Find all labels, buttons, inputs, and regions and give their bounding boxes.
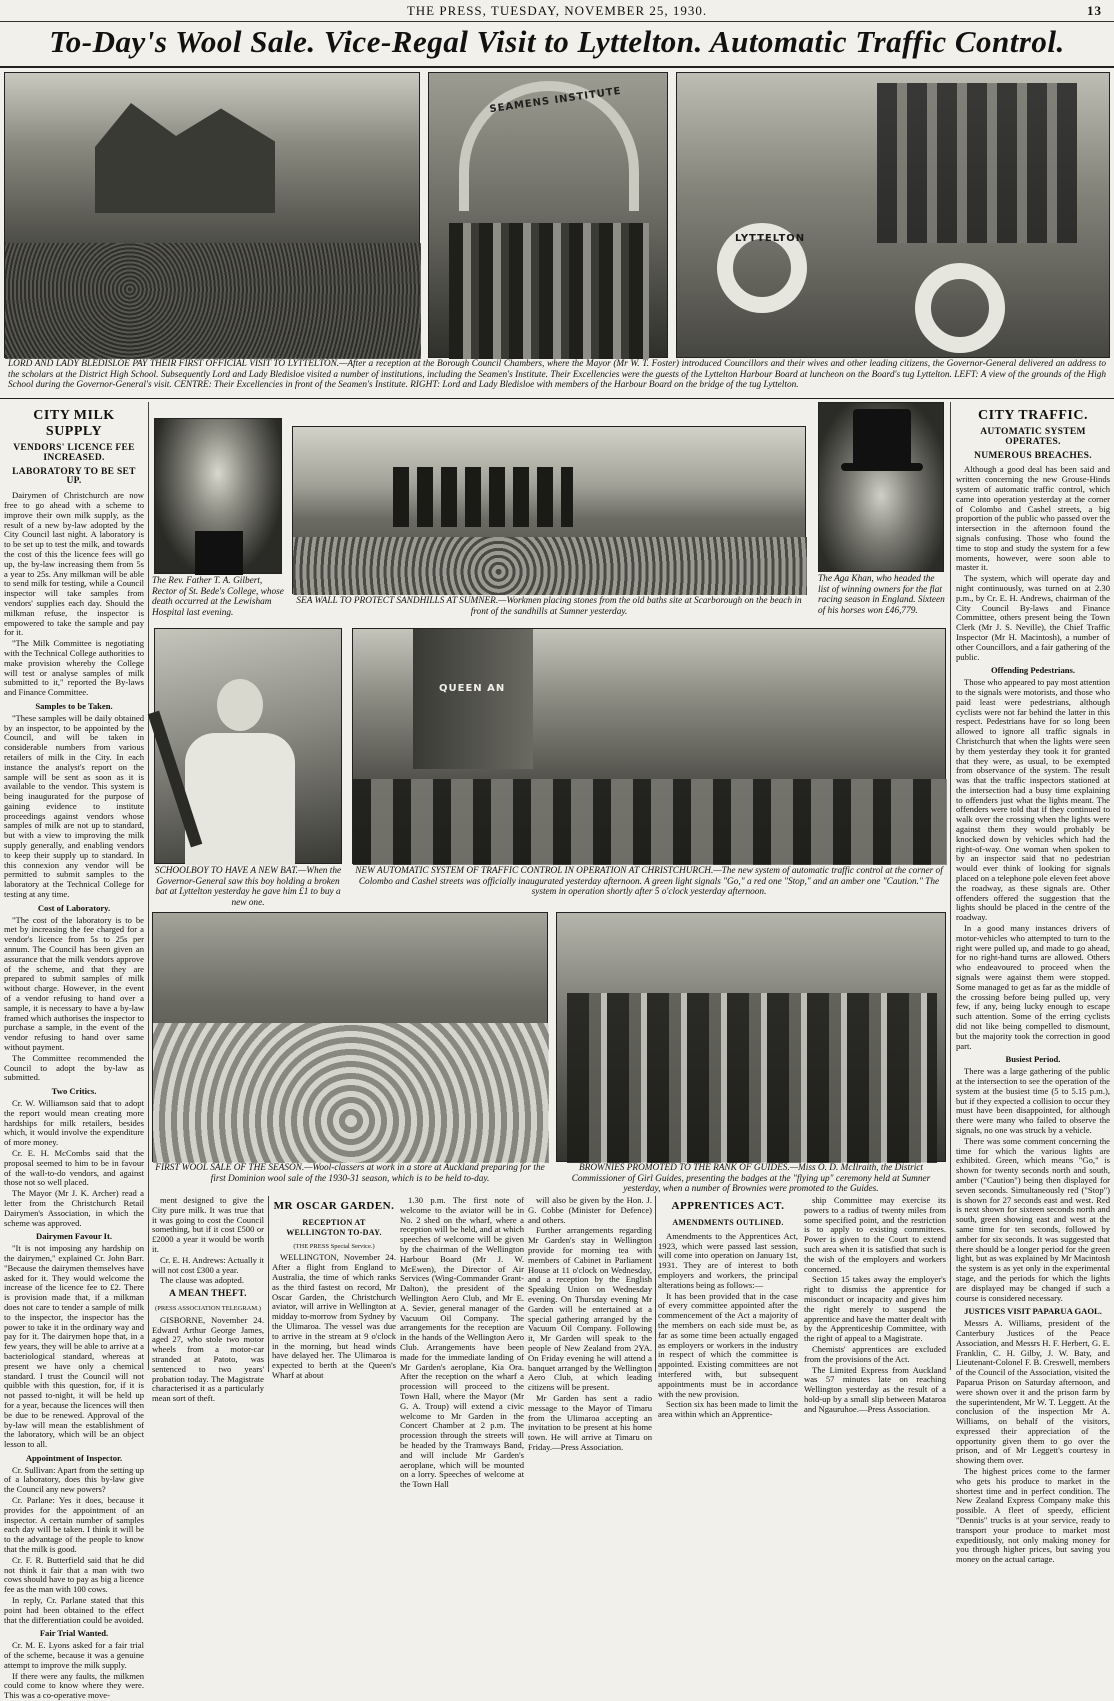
paragraph: Cr. Parlane: Yes it does, because it provides for the appointment of an inspector. A certain number of samples each day will be taken. I think it will be to the advantage of the people to know that the milk is good. — [4, 1495, 144, 1555]
caption-wool: FIRST WOOL SALE OF THE SEASON.—Wool-classers at work in a store at Auckland preparing for the first Dominion wool sale of the 1930-31 season, which is to be held to-day. — [155, 1163, 545, 1184]
hat-brim — [841, 463, 923, 471]
paragraph: Cr. E. H. Andrews: Actually it will not cost £300 a year. — [152, 1254, 264, 1275]
article-subhead: LABORATORY TO BE SET UP. — [12, 466, 136, 487]
caption-brownies: BROWNIES PROMOTED TO THE RANK OF GUIDES.—Miss O. D. McIlraith, the District Commissioner of Girl Guides, presenting the badges at the "flying up" ceremony held at Sumner yesterday, when a number of Brownies were promoted to the Guides. — [571, 1163, 931, 1195]
paragraph: ment designed to give the City pure milk. It was true that it was going to cost the Council something, but if it cost £500 or £2000 a year it would be worth it. — [152, 1195, 264, 1254]
photo-high-school-grounds — [4, 72, 420, 358]
paragraph: In a good many instances drivers of motor-vehicles who attempted to turn to the right were pulled up, and made to go ahead, for no right-hand turns are allowed. Others who endeavoured to proceed when the signals were against them were stopped. Some managed to get as far as the middle of the crossing before being pulled up, very few, if any, being lucky enough to escape such attention. Some of the erring cyclists did not like being compelled to dismount, but the majority took the correction in good part. — [956, 923, 1110, 1051]
paragraph: Messrs A. Williams, president of the Canterbury Justices of the Peace Association, and Messrs H. F. Herbert, G. E. Franklin, C. H. Gilby, J. W. Baty, and Lieutenant-Colonel F. B. Creswell, members of the Council of the Association, visited the Paparua Prison on Saturday afternoon, and were shown over it and the prison farm by the superintendent, Mr W. T. Leggett. At the conclusion of the inspection Mr A. Williams, on behalf of the visitors, expressed their appreciation of the opportunity given them to go over the prison, and of Mr Leggett's courtesy in showing them over. — [956, 1318, 1110, 1466]
traffic-vehicles — [353, 779, 947, 865]
article-subhead: AUTOMATIC SYSTEM OPERATES. — [980, 427, 1086, 447]
page-number: 13 — [1087, 3, 1102, 18]
paragraph: Cr. W. Williamson said that to adopt the report would mean creating more hardships for milk retailers, besides which, it would involve the expenditure of more money. — [4, 1098, 144, 1148]
paragraph: Section six has been made to limit the area within which an Apprentice- — [658, 1399, 798, 1420]
paragraph: There was some comment concerning the time for which the various lights are exhibited. Green, which means "Go," is shown for twenty seconds north and south, amber ("Caution") being then displayed for seven seconds. Simultaneously red ("Stop") is shown for 27 seconds east and west. Red is next shown for sixteen seconds north and south, green showing east and west at the same time for ten seconds, followed by amber for six seconds. It was suggested that there should be a longer period for the green light, but as was explained by Mr Macintosh the system is as yet only in the experimental stage, and the periods for which the lights are displayed may be changed if such a course is considered necessary. — [956, 1135, 1110, 1303]
milk-supply-continued — [152, 1195, 264, 1404]
paragraph: The clause was adopted. — [160, 1275, 244, 1286]
photo-tug-lyttelton — [676, 72, 1110, 358]
article-title: APPRENTICES ACT. — [671, 1200, 785, 1212]
wool-fleeces — [153, 1023, 549, 1163]
paragraph: "The cost of the laboratory is to be met by increasing the fee charged for a vendor's licence from 5s to 25s per annum. The Council has been given an assurance that the milk vendors approve of the scheme, and that they are prepared to submit samples of milk without charge. However, in the event of a vendor refusing to hand over a sample, it is necessary to have a by-law framed which authorises the inspector to purchase a sample, in the event of the vendor refusing to hand over same without payment. — [4, 914, 144, 1053]
street-sign: QUEEN AN — [439, 683, 506, 694]
paragraph: If there were any faults, the milkmen could come to know where they were. This was a co-operative move- — [4, 1670, 144, 1701]
column-divider — [268, 1196, 269, 1372]
top-hat — [853, 409, 911, 465]
section-heading: Samples to be Taken. — [35, 700, 113, 711]
oscar-garden-continued — [400, 1195, 524, 1490]
section-heading: Appointment of Inspector. — [25, 1452, 123, 1463]
oscar-garden-article — [272, 1196, 396, 1380]
paragraph: Section 15 takes away the employer's right to dismiss the apprentice for misconduct or incapacity and gives him the right merely to suspend the apprentice and have the matter dealt with by the Apprenticeship Committee, with the right of appeal to a Magistrate. — [804, 1274, 946, 1344]
caption-schoolboy: SCHOOLBOY TO HAVE A NEW BAT.—When the Governor-General saw this boy holding a broken bat at Lyttelton yesterday he gave him £1 to buy a new one. — [154, 866, 342, 908]
paragraph: "It is not imposing any hardship on the dairymen," explained Cr. John Barr. "Because the dairymen themselves have asked for it. They would welcome the increase of the licence fee to £2. There is provision made that, if a milkman does not care to tender a sample of milk to the inspector, the inspector has the power to take it in the ordinary way and pay for it. The dairymen hope that, in a few years, they will be able to arrive at a bacteriological standard, whereas at present we have only a chemical standard. I trust the Council will not quibble with this question, for, if it is not passed to-night, it will be held up for a year, because the licences will then be due to be renewed. Approval of the by-law will mean the establishment of the laboratory, which will be an object lesson to all. — [4, 1243, 144, 1450]
masthead — [0, 0, 1114, 22]
service-line: (THE PRESS Special Service.) — [293, 1242, 375, 1250]
paragraph: It has been provided that in the case of every committee appointed after the commencement of the Act a majority of the members on each side must be, as far as some time been actually engaged as employers or workers in the industry in respect of which the committee is appointed. Existing committees are not interfered with, but subsequent appointments must be in accordance with the new provision. — [658, 1290, 798, 1399]
page-headline: To-Day's Wool Sale. Vice-Regal Visit to Lyttelton. Automatic Traffic Control. — [0, 24, 1114, 68]
crowd — [5, 243, 421, 359]
lifebuoy-left-label: LYTTELTON — [735, 233, 806, 244]
city-milk-supply-article — [4, 402, 144, 1701]
section-heading: Fair Trial Wanted. — [39, 1628, 109, 1639]
photo-sea-wall-sumner — [292, 426, 806, 594]
seamens-institute-sign: SEAMENS INSTITUTE — [488, 85, 623, 116]
section-heading: Cost of Laboratory. — [37, 902, 111, 913]
press-association-line: (PRESS ASSOCIATION TELEGRAM.) — [155, 1304, 261, 1312]
paragraph: 1.30 p.m. The first note of welcome to the aviator will be in No. 2 shed on the wharf, where a reception will be held, and at which speeches of welcome will be given by the chairman of the Wellington Harbour Board (Mr J. W. McEwen), the Director of Air Services (Wing-Commander Grant-Dalton), the president of the Wellington Aero Club, and Mr E. A. Sevier, general manager of the Vacuum Oil Company. The arrangements for the reception are in the hands of the Wellington Aero Club. Arrangements have been made for the immediate landing of Mr Garden's aeroplane, Kia Ora. After the reception on the wharf a procession will proceed to the Town Hall, where the Mayor (Mr G. A. Troup) will extend a civic welcome to Mr Garden in the Concert Chamber at 2 p.m. The procession through the streets will be headed by the Tramways Band, and will include Mr Garden's aeroplane, which will be mounted on a lorry. Speeches of welcome at the Town Hall — [400, 1195, 524, 1490]
masthead-date: THE PRESS, TUESDAY, NOVEMBER 25, 1930. — [406, 2, 708, 18]
city-traffic-article — [956, 402, 1110, 1565]
paragraph: Cr. Sullivan: Apart from the setting up of a laboratory, does this by-law give the Council any new powers? — [4, 1464, 144, 1495]
section-heading: Two Critics. — [51, 1086, 97, 1097]
top-caption: LORD AND LADY BLEDISLOE PAY THEIR FIRST OFFICIAL VISIT TO LYTTELTON.—After a reception at the Borough Council Chambers, where the Mayor (Mr W. T. Foster) introduced Councillors and their wives and other leading citizens, the Governor-General delivered an address to the scholars at the District High School. Subsequently Lord and Lady Bledisloe visited a number of institutions, including the Seamen's Institute. Their Excellencies were the guests of the Lyttelton Harbour Board at luncheon on the Board's tug Lyttelton. LEFT: A view of the grounds of the High School during the Governor-General's visit. CENTRE: Their Excellencies in front of the Seamen's Institute. RIGHT: Lord and Lady Bledisloe with members of the Harbour Board on the bridge of the tug Lyttelton. — [8, 359, 1106, 391]
paragraph: GISBORNE, November 24. Edward Arthur George James, aged 27, who stole two motor wheels from a motor-car stranded at Patoto, was sentenced to two years' probation today. The Magistrate characterised it as a particularly mean sort of theft. — [152, 1314, 264, 1404]
paragraph: The Committee recommended the Council to adopt the by-law as submitted. — [4, 1052, 144, 1083]
article-subhead: VENDORS' LICENCE FEE INCREASED. — [13, 443, 135, 463]
divider — [0, 398, 1114, 399]
section-heading: Busiest Period. — [1005, 1054, 1061, 1065]
paragraph: In reply, Cr. Parlane stated that this point had been obtained to the effect that the differentiation could be avoided. — [4, 1595, 144, 1625]
caption-traffic: NEW AUTOMATIC SYSTEM OF TRAFFIC CONTROL IN OPERATION AT CHRISTCHURCH.—The new system of automatic traffic control at the corner of Colombo and Cashel streets was officially inaugurated yesterday afternoon. A green light signals "Go," a red one "Stop," and an amber one "Caution." The system in operation shortly after 5 o'clock yesterday afternoon. — [355, 866, 943, 898]
paragraph: Chemists' apprentices are excluded from the provisions of the Act. — [804, 1343, 946, 1364]
paragraph: ship Committee may exercise its powers to a radius of twenty miles from some specified point, and the restriction is to apply to existing committees. Power is given to the Court to extend such area when it is satisfied that such is the wish of the employers and workers concerned. — [804, 1195, 946, 1274]
column-divider — [655, 1196, 656, 1372]
stones — [293, 537, 807, 595]
boy-shirt — [185, 733, 295, 865]
dignitaries-group — [449, 223, 649, 359]
paragraph: Although a good deal has been said and written concerning the new Grouse-Hinds system of automatic traffic control, which came into operation yesterday at the corner of Colombo and Cashel streets, a big proportion of the public who passed over the intersection in the afternoon found the signals confusing. Those who found the time to stop and study the system for a few moments, however, were soon able to master it. — [956, 464, 1110, 573]
harbour-board-members — [877, 83, 1077, 243]
oscar-garden-continued-2 — [528, 1195, 652, 1452]
paragraph: Cr. E. H. McCombs said that the proposal seemed to him to be in favour of the wall-to-do vendors, and against those not so well placed. — [4, 1147, 144, 1188]
apprentices-act-continued — [804, 1195, 946, 1414]
paragraph: will also be given by the Hon. J. G. Cobbe (Minister for Defence) and others. — [528, 1195, 652, 1225]
paragraph: The system, which will operate day and night continuously, was turned on at 2.30 p.m., by Cr. E. H. Andrews, chairman of the City Council By-laws and Finance Committee, others present being the Town Clerk (Mr J. S. Neville), the Chief Traffic Inspector (Mr H. Macintosh), a number of other Councillors, and a fair gathering of the public. — [956, 573, 1110, 662]
boy-face — [217, 679, 263, 731]
paragraph: Dairymen of Christchurch are now free to go ahead with a scheme to improve their own milk supply, as the result of a new by-law adopted by the City Council last night. A laboratory is to be set up to test the milk, and towards the cost of this the licence fees will go up, the by-law increasing them from 5s a year to 25s. Any milkman will be able to send milk for testing, while a Council inspector will take samples from vendors' supplies each day. Should the milkman refuse, the inspector is empowered to take the sample and pay for it. — [4, 490, 144, 638]
article-subhead: RECEPTION AT WELLINGTON TO-DAY. — [286, 1218, 382, 1237]
photo-seamens-institute — [428, 72, 668, 358]
article-title: CITY MILK SUPPLY — [33, 408, 115, 439]
section-heading: Dairymen Favour It. — [36, 1231, 112, 1242]
paragraph: Further arrangements regarding Mr Garden's stay in Wellington provide for morning tea with members of Cabinet in Parliament House at 11 o'clock on Wednesday, and a reception by the English Speaking Union on Wednesday evening. On Thursday evening Mr Garden will be entertained at a special gathering arranged by the Vacuum Oil Company. Following it, Mr Garden will speak to the people of New Zealand from 2YA. On Friday evening he will attend a banquet arranged by the Wellington Aero Club, at which leading citizens will be present. — [528, 1225, 652, 1393]
article-subhead: AMENDMENTS OUTLINED. — [672, 1218, 784, 1227]
apprentices-act-article — [658, 1196, 798, 1420]
paragraph: The Mayor (Mr J. K. Archer) read a letter from the Christchurch Retail Dairymen's Association, in which the scheme was approved. — [4, 1188, 144, 1228]
column-divider — [950, 402, 951, 1370]
paragraph: WELLINGTON, November 24. After a flight from England to Australia, the time of which ranks as the third fastest on record, Mr Oscar Garden, the Christchurch aviator, will arrive in Wellington at midday to-morrow from Sydney by the Ulimaroa. The vessel was due to arrive in the stream at 9 o'clock in the morning, but head winds have delayed her. The Ulimaroa is expected to berth at the Queen's Wharf at about — [272, 1252, 396, 1380]
column-divider — [148, 402, 149, 1370]
section-heading: JUSTICES VISIT PAPARUA GAOL. — [964, 1306, 1102, 1317]
caption-agakhan: The Aga Khan, who headed the list of winning owners for the flat racing season in England. Sixteen of his horses won £46,779. — [818, 574, 945, 616]
article-title: A MEAN THEFT. — [169, 1289, 247, 1300]
paragraph: Mr Garden has sent a radio message to the Mayor of Timaru from the Ulimaroa accepting an invitation to be present at his home town. He will arrive at Timaru on Friday.—Press Association. — [528, 1392, 652, 1452]
cassock — [195, 531, 243, 575]
photo-schoolboy — [154, 628, 342, 864]
photo-aga-khan — [818, 402, 944, 572]
paragraph: Amendments to the Apprentices Act, 1923, which were passed last session, will come into operation on January 1st, 1931. They are of interest to both employers and workers, the principal alterations being as follows:— — [658, 1230, 798, 1290]
paragraph: Cr. F. R. Butterfield said that he did not think it fair that a man with two cows should have to pay as big a licence fee as the man with 100 cows. — [4, 1554, 144, 1595]
photo-wool-sale — [152, 912, 548, 1162]
building-left — [413, 629, 533, 769]
paragraph: Those who appeared to pay most attention to the signals were motorists, and those who paid least were pedestrians, although cyclists were not far behind the latter in this respect. Pedestrians have for so long been allowed to ignore all traffic signals in Christchurch that when the lights were seen by them yesterday they took it for granted that they were, as usual, to be exempted from observance of the system. The result was that the traffic inspectors stationed at the intersection had a busy time explaining to offenders just what the lights meant. The offenders were told that if they continued to walk over the crossing when the lights were against them they would probably be knocked down by vehicles which had the right-of-way. One woman when spoken to by an inspector said that no pedestrian would ever think of looking for signals placed on a telephone pole eleven feet above the roadway, as these signals are. Other offenders offered the suggestion that the lights should be placed in the centre of the roadway. — [956, 677, 1110, 923]
paragraph: "The Milk Committee is negotiating with the Technical College authorities to make provision whereby the College will test or analyse samples of milk submitted to it," reported the By-laws and Finance Committee. — [4, 638, 144, 698]
paragraph: There was a large gathering of the public at the intersection to see the operation of the system at the busiest time (5 to 5.15 p.m.), but if they expected a collision to occur they must have been disappointed, for although there were many who failed to observe the signals, no one was struck by a vehicle. — [956, 1066, 1110, 1135]
paragraph: "These samples will be daily obtained by an inspector, to be appointed by the Council, and will be taken in considerable numbers from various retailers of milk in the City. In each instance the analyst's report on the sample will be sent as soon as it is available to the vendor. This system is being inaugurated for the purpose of gaining evidence to institute proceedings against vendors whose samples of milk are not up to standard, but with a view to improving the milk supply generally, and enabling vendors to keep their supply up to standard. In this connexion any vendor will be permitted to submit samples to the laboratory at the Technical College for testing at any time. — [4, 712, 144, 900]
horses — [393, 467, 573, 527]
article-title: CITY TRAFFIC. — [978, 408, 1088, 423]
paragraph: The Limited Express from Auckland was 57 minutes late on reaching Wellington yesterday as the result of a hold-up by a small slip between Mataroa and Ngauruhoe.—Press Association. — [804, 1364, 946, 1414]
lifebuoy-right — [915, 263, 1005, 353]
section-heading: Offending Pedestrians. — [990, 665, 1076, 676]
photo-father-gilbert — [154, 418, 282, 574]
guides-group — [567, 993, 937, 1163]
article-subhead: NUMEROUS BREACHES. — [974, 450, 1092, 461]
paragraph: The highest prices come to the farmer who gets his produce to market in the shortest time and in perfect condition. The New Zealand Express Company make this possible. A fleet of speedy, efficient "Dennis" trucks is at your service, ready to transport your produce to market most expeditiously, not only making money for you through higher prices, but saving you money on the actual cartage. — [956, 1466, 1110, 1565]
article-title: MR OSCAR GARDEN. — [273, 1200, 395, 1212]
paragraph: Cr. M. E. Lyons asked for a fair trial of the scheme, because it was a genuine attempt to improve the milk supply. — [4, 1640, 144, 1670]
photo-brownies — [556, 912, 946, 1162]
caption-seawall: SEA WALL TO PROTECT SANDHILLS AT SUMNER.—Workmen placing stones from the old baths site at Scarborough on the beach in front of the sandhills at Sumner yesterday. — [296, 596, 802, 617]
caption-priest: The Rev. Father T. A. Gilbert, Rector of St. Bede's College, whose death occurred at the Lewisham Hospital last evening. — [152, 576, 284, 618]
photo-traffic-control — [352, 628, 946, 864]
